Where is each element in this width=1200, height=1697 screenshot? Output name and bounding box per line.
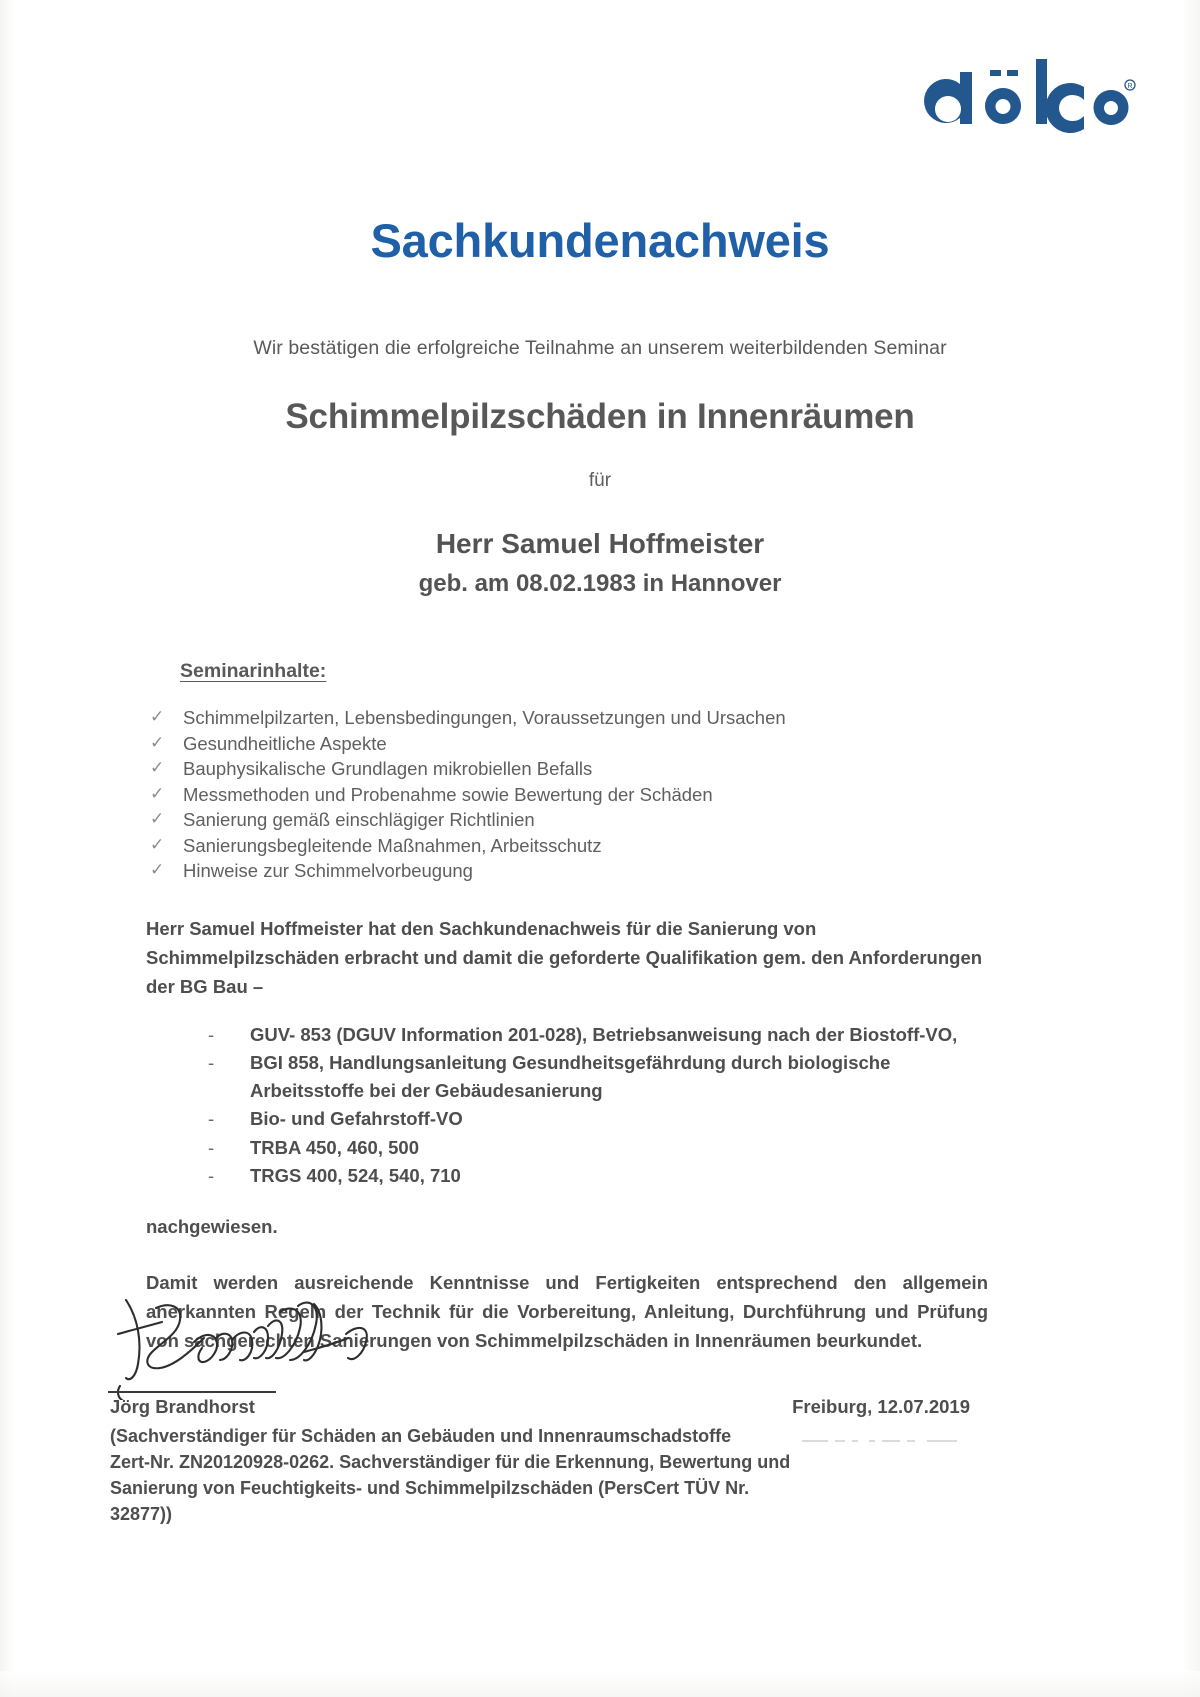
signatory-credentials xyxy=(110,1423,810,1527)
regulations-list xyxy=(146,1021,988,1190)
qualification-statement: Herr Samuel Hoffmeister hat den Sachkundenachweis für die Sanierung von Schimmelpilzschäden erbracht und damit die geforderte Qualifikation gem. den Anforderungen der BG Bau – xyxy=(146,917,983,997)
dash-icon: - xyxy=(208,1052,215,1073)
list-item xyxy=(146,705,988,731)
handwritten-signature xyxy=(108,1290,428,1400)
list-item-label: Gesundheitliche Aspekte xyxy=(183,732,387,754)
list-item xyxy=(146,1021,988,1049)
list-item xyxy=(146,1162,988,1190)
check-icon: ✓ xyxy=(150,834,165,854)
intro-line: Wir bestätigen die erfolgreiche Teilnahme an unserem weiterbildenden Seminar xyxy=(253,337,947,359)
list-item xyxy=(146,756,988,782)
dash-icon: - xyxy=(208,1108,215,1129)
list-item xyxy=(146,1105,988,1133)
credentials-line-2: Zert-Nr. ZN20120928-0262. Sachverständiger für die Erkennung, Bewertung und xyxy=(110,1452,791,1472)
scan-edge-bottom xyxy=(0,1671,1200,1697)
list-item xyxy=(146,731,988,757)
list-item xyxy=(146,833,988,859)
participant-name: Herr Samuel Hoffmeister xyxy=(435,528,765,559)
dash-icon: - xyxy=(208,1165,215,1186)
check-icon: ✓ xyxy=(150,758,165,777)
list-item xyxy=(146,1049,988,1104)
check-icon: ✓ xyxy=(150,783,165,803)
dolco-logo-mark xyxy=(908,52,1138,162)
list-item-label: Bio- und Gefahrstoff-VO xyxy=(250,1108,463,1129)
check-icon: ✓ xyxy=(150,732,165,752)
certificate-body xyxy=(146,660,988,1355)
list-item-label: Bauphysikalische Grundlagen mikrobiellen Befalls xyxy=(183,758,593,779)
dash-icon: - xyxy=(208,1023,215,1045)
dash-icon: - xyxy=(208,1136,215,1158)
check-icon: ✓ xyxy=(150,707,165,726)
list-item-label: GUV- 853 (DGUV Information 201-028), Betriebsanweisung nach der Biostoff-VO, xyxy=(250,1023,958,1045)
credentials-line-3: Sanierung von Feuchtigkeits- und Schimmelpilzschäden (PersCert TÜV Nr. 32877)) xyxy=(110,1478,750,1524)
credentials-line-1: (Sachverständiger für Schäden an Gebäuden und Innenraumschadstoffe xyxy=(110,1426,732,1446)
final-statement: Damit werden ausreichende Kenntnisse und Fertigkeiten entsprechend den allgemein anerkannten Regeln der Technik für die Vorbereitung, Anleitung, Durchführung und Prüfung von sachgerechten Sanierungen von Schimmelpilzschäden in Innenräumen beurkundet. xyxy=(146,1271,988,1351)
list-item-label: Sanierungsbegleitende Maßnahmen, Arbeitsschutz xyxy=(183,834,602,856)
check-icon: ✓ xyxy=(150,809,165,828)
list-item-label: TRBA 450, 460, 500 xyxy=(250,1136,419,1158)
list-item xyxy=(146,782,988,808)
svg-text:R: R xyxy=(1127,83,1133,90)
list-item-label: Schimmelpilzarten, Lebensbedingungen, Voraussetzungen und Ursachen xyxy=(183,707,786,728)
list-item xyxy=(146,858,988,884)
list-item-label: Hinweise zur Schimmelvorbeugung xyxy=(183,860,473,881)
closing-word: nachgewiesen. xyxy=(146,1215,278,1237)
list-item-label: TRGS 400, 524, 540, 710 xyxy=(250,1165,461,1186)
place-and-date: Freiburg, 12.07.2019 xyxy=(792,1396,970,1417)
signatory-name: Jörg Brandhorst xyxy=(110,1396,255,1417)
scan-artifact-marks xyxy=(802,1432,982,1440)
signature-block xyxy=(100,1290,1100,1524)
page-title: Sachkundenachweis xyxy=(370,214,830,267)
list-item-label: BGI 858, Handlungsanleitung Gesundheitsgefährdung durch biologische Arbeitsstoffe bei der Gebäudesanierung xyxy=(250,1052,891,1101)
list-item-label: Sanierung gemäß einschlägiger Richtlinien xyxy=(183,809,535,830)
seminar-title: Schimmelpilzschäden in Innenräumen xyxy=(285,397,915,436)
participant-birth: geb. am 08.02.1983 in Hannover xyxy=(418,570,782,597)
seminar-contents-list xyxy=(146,705,988,884)
list-item xyxy=(146,1134,988,1162)
list-item-label: Messmethoden und Probenahme sowie Bewertung der Schäden xyxy=(183,783,713,805)
list-item xyxy=(146,807,988,833)
for-label: für xyxy=(588,470,612,491)
dolco-logo xyxy=(908,52,1138,162)
check-icon: ✓ xyxy=(150,860,165,879)
signature-line xyxy=(108,1391,276,1393)
seminar-contents-label: Seminarinhalte: xyxy=(180,660,327,682)
